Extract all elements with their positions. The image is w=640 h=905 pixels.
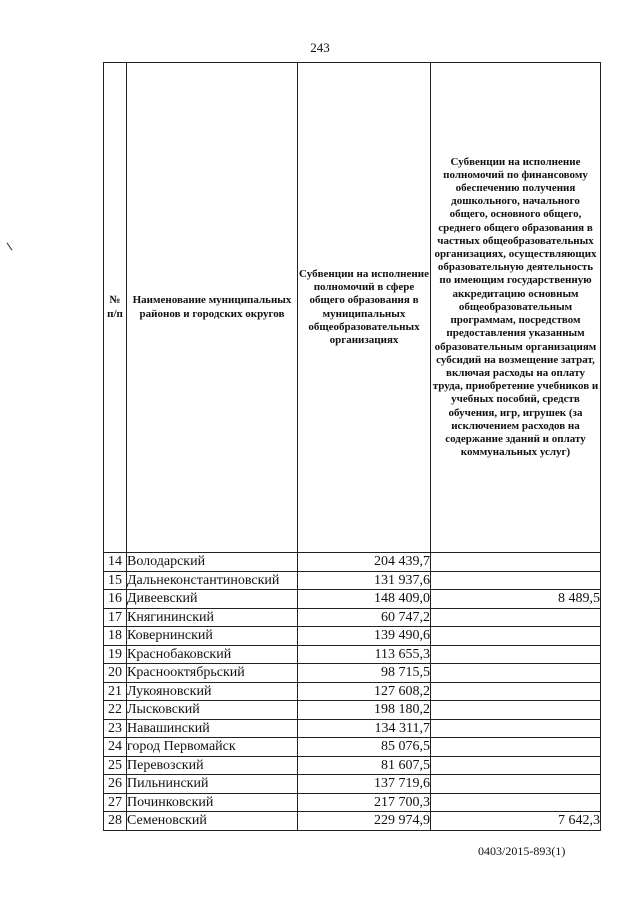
subvention-private-value [431,701,601,720]
table-header-row [104,63,601,553]
table-row [104,627,601,646]
header-num: № п/п [104,63,127,553]
subvention-general-value: 137 719,6 [298,775,431,794]
district-name: Дальнеконстантиновский [127,571,298,590]
table-row [104,571,601,590]
table-row [104,645,601,664]
subvention-private-value [431,664,601,683]
row-number: 23 [104,719,127,738]
district-name: Дивеевский [127,590,298,609]
subvention-private-value [431,608,601,627]
district-name: Пильнинский [127,775,298,794]
table-row [104,775,601,794]
row-number: 14 [104,553,127,572]
header-subvention-general: Субвенции на исполнение полномочий в сфере общего образования в муниципальных общеобразовательных организациях [298,63,431,553]
row-number: 17 [104,608,127,627]
subvention-general-value: 148 409,0 [298,590,431,609]
table-row [104,738,601,757]
district-name: Краснобаковский [127,645,298,664]
document-code: 0403/2015-893(1) [478,844,566,858]
subvention-private-value [431,719,601,738]
subvention-general-value: 134 311,7 [298,719,431,738]
row-number: 15 [104,571,127,590]
subvention-general-value: 229 974,9 [298,812,431,831]
subvention-general-value: 127 608,2 [298,682,431,701]
subvention-private-value [431,553,601,572]
district-name: Княгининский [127,608,298,627]
district-name: Лукояновский [127,682,298,701]
row-number: 19 [104,645,127,664]
row-number: 22 [104,701,127,720]
subvention-general-value: 98 715,5 [298,664,431,683]
row-number: 21 [104,682,127,701]
subventions-table [103,62,601,831]
subvention-private-value [431,627,601,646]
district-name: Семеновский [127,812,298,831]
subvention-general-value: 139 490,6 [298,627,431,646]
table-row [104,793,601,812]
subvention-private-value [431,756,601,775]
district-name: Навашинский [127,719,298,738]
subvention-general-value: 198 180,2 [298,701,431,720]
table-row [104,701,601,720]
district-name: Володарский [127,553,298,572]
district-name: Перевозский [127,756,298,775]
row-number: 25 [104,756,127,775]
subvention-private-value [431,738,601,757]
subvention-general-value: 85 076,5 [298,738,431,757]
subvention-private-value [431,571,601,590]
district-name: город Первомайск [127,738,298,757]
subvention-private-value [431,793,601,812]
district-name: Ковернинский [127,627,298,646]
table-row [104,756,601,775]
subvention-general-value: 204 439,7 [298,553,431,572]
row-number: 27 [104,793,127,812]
row-number: 16 [104,590,127,609]
subvention-general-value: 113 655,3 [298,645,431,664]
table-row [104,812,601,831]
table-row [104,553,601,572]
district-name: Краснооктябрьский [127,664,298,683]
header-subvention-private: Субвенции на исполнение полномочий по финансовому обеспечению получения дошкольного, начального общего, основного общего, среднего общего образования в частных общеобразовательных организациях, осуществляющих образовательную деятельность по имеющим государственную аккредитацию основным общеобразовательным программам, посредством предоставления указанным образовательным организациям субсидий на возмещение затрат, включая расходы на оплату труда, приобретение учебников и учебных пособий, средств обучения, игр, игрушек (за исключением расходов на содержание зданий и оплату коммунальных услуг) [431,63,601,553]
subvention-general-value: 217 700,3 [298,793,431,812]
row-number: 20 [104,664,127,683]
subvention-private-value: 7 642,3 [431,812,601,831]
table-row [104,719,601,738]
subvention-private-value [431,775,601,794]
table-row [104,664,601,683]
row-number: 24 [104,738,127,757]
subvention-general-value: 60 747,2 [298,608,431,627]
district-name: Лысковский [127,701,298,720]
header-name: Наименование муниципальных районов и городских округов [127,63,298,553]
page-number: 243 [310,40,330,55]
subvention-private-value [431,682,601,701]
row-number: 18 [104,627,127,646]
table-row [104,608,601,627]
table-body [104,553,601,831]
subvention-private-value: 8 489,5 [431,590,601,609]
row-number: 28 [104,812,127,831]
table-row [104,682,601,701]
table-row [104,590,601,609]
row-number: 26 [104,775,127,794]
subvention-general-value: 81 607,5 [298,756,431,775]
district-name: Починковский [127,793,298,812]
subvention-private-value [431,645,601,664]
subvention-general-value: 131 937,6 [298,571,431,590]
margin-mark [7,243,13,251]
